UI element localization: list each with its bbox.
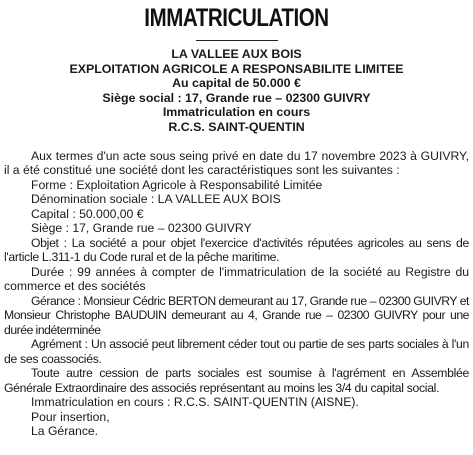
paragraph-registration: Immatriculation en cours : R.C.S. SAINT-QUENTIN (AISNE). [31,395,359,410]
company-header [4,47,469,135]
paragraph-form: Forme : Exploitation Agricole à Responsabilité Limitée [31,177,323,192]
notice-body [4,149,469,439]
paragraph-name: Dénomination sociale : LA VALLEE AUX BOIS [31,192,281,207]
company-name: LA VALLEE AUX BOIS [171,47,302,61]
company-form: EXPLOITATION AGRICOLE A RESPONSABILITE LIMITEE [69,61,404,76]
paragraph-signature: La Gérance. [31,424,99,439]
paragraph-seat: Siège : 17, Grande rue – 02300 GUIVRY [31,221,252,236]
registration-status: Immatriculation en cours [162,105,311,120]
company-capital: Au capital de 50.000 € [172,76,301,91]
paragraph-insertion: Pour insertion, [31,409,110,424]
paragraph-intro: Aux termes d'un acte sous seing privé en date du 17 novembre 2023 à GUIVRY, il a été constitué une société dont les caractéristiques sont les suivantes : [4,148,469,178]
paragraph-capital: Capital : 50.000,00 € [31,206,144,221]
paragraph-transfer: Toute autre cession de parts sociales est soumise à l'agrément en Assemblée Générale Extraordinaire des associés représentant au moins les 3/4 du capital social. [4,366,469,395]
paragraph-approval: Agrément : Un associé peut librement céder tout ou partie de ses parts sociales à l'un de ses coassociés. [4,337,469,366]
registry-rcs: R.C.S. SAINT-QUENTIN [168,119,305,134]
title-divider [196,40,278,41]
paragraph-purpose: Objet : La société a pour objet l'exercice d'activités réputées agricoles au sens de l'article L.311-1 du Code rural et de la pêche maritime. [4,235,469,265]
paragraph-management: Gérance : Monsieur Cédric BERTON demeurant au 17, Grande rue – 02300 GUIVRY et Monsieur Christophe BAUDUIN demeurant au 4, Grande rue – 02300 GUIVRY pour une durée indéterminée [4,293,469,337]
company-seat: Siège social : 17, Grande rue – 02300 GUIVRY [102,90,371,105]
paragraph-duration: Durée : 99 années à compter de l'immatriculation de la société au Registre du commerce et des sociétés [4,264,469,294]
notice-title: IMMATRICULATION [144,4,329,32]
